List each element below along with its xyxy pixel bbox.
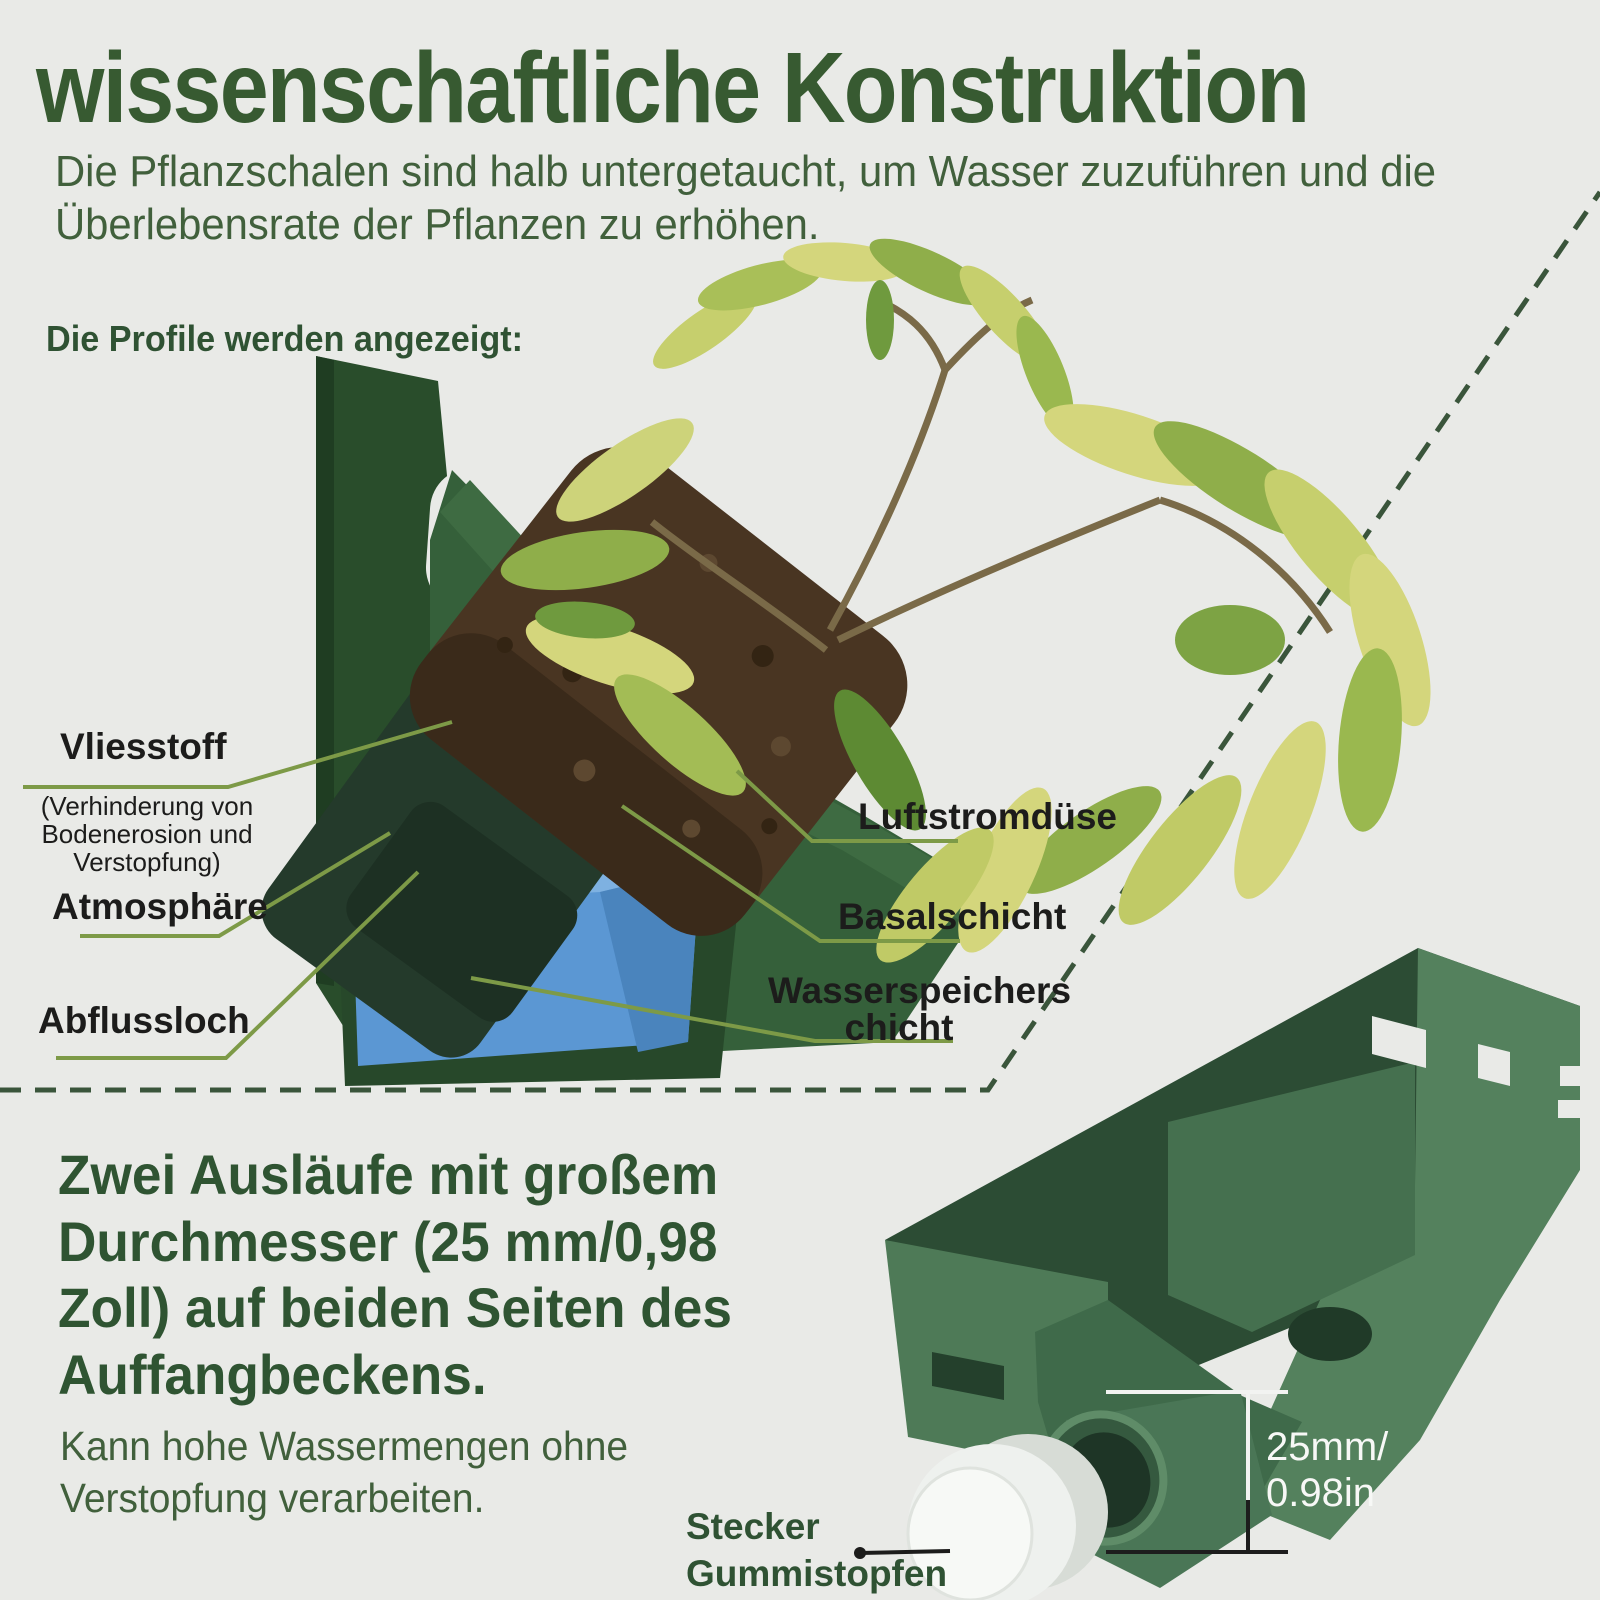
stopper-label-line-1: Stecker <box>686 1506 820 1547</box>
page-subtitle <box>55 146 1436 252</box>
bottom-heading-line-2: Durchmesser (25 mm/0,98 <box>58 1209 718 1273</box>
diagram-caption: Die Profile werden angezeigt: <box>46 318 524 359</box>
vliesstoff-note-line-2: Bodenerosion und <box>41 819 253 850</box>
subtitle-line-1: Die Pflanzschalen sind halb untergetaucht, um Wasser zuzuführen und die <box>55 147 1436 196</box>
wasserspeicherschicht-line-2: chicht <box>844 1007 954 1048</box>
label-vliesstoff: Vliesstoff <box>60 726 227 767</box>
label-stopper <box>686 1504 947 1598</box>
dimension-line-1: 25mm/ <box>1266 1425 1389 1469</box>
label-atmosphaere: Atmosphäre <box>52 886 268 927</box>
bottom-note-line-1: Kann hohe Wassermengen ohne <box>60 1423 629 1469</box>
stopper-label-line-2: Gummistopfen <box>686 1552 948 1594</box>
label-pipe-dimension <box>1266 1424 1388 1516</box>
label-luftstromduese: Luftstromdüse <box>858 796 1117 837</box>
wasserspeicherschicht-line-1: Wasserspeichers <box>768 970 1072 1011</box>
bottom-heading <box>58 1142 732 1409</box>
page-title: wissenschaftliche Konstruktion <box>36 32 1309 144</box>
label-wasserspeicherschicht <box>768 970 1072 1048</box>
subtitle-line-2: Überlebensrate der Pflanzen zu erhöhen. <box>55 199 820 249</box>
basin-edge-notch-1 <box>1560 1066 1586 1086</box>
basin-side-hole <box>1288 1307 1372 1361</box>
dimension-line-2: 0.98in <box>1266 1471 1375 1515</box>
label-vliesstoff-note <box>16 792 278 876</box>
vliesstoff-note-line-3: Verstopfung) <box>73 847 221 878</box>
label-basalschicht: Basalschicht <box>838 896 1067 937</box>
bottom-heading-line-3: Zoll) auf beiden Seiten des <box>58 1276 732 1340</box>
bottom-note <box>60 1420 628 1524</box>
basin-edge-notch-2 <box>1558 1100 1586 1118</box>
label-abflussloch: Abflussloch <box>38 1000 250 1041</box>
bottom-heading-line-1: Zwei Ausläufe mit großem <box>58 1143 719 1206</box>
vliesstoff-note-line-1: (Verhinderung von <box>40 791 254 821</box>
bottom-heading-line-4: Auffangbeckens. <box>58 1342 487 1406</box>
bottom-note-line-2: Verstopfung verarbeiten. <box>60 1475 485 1522</box>
